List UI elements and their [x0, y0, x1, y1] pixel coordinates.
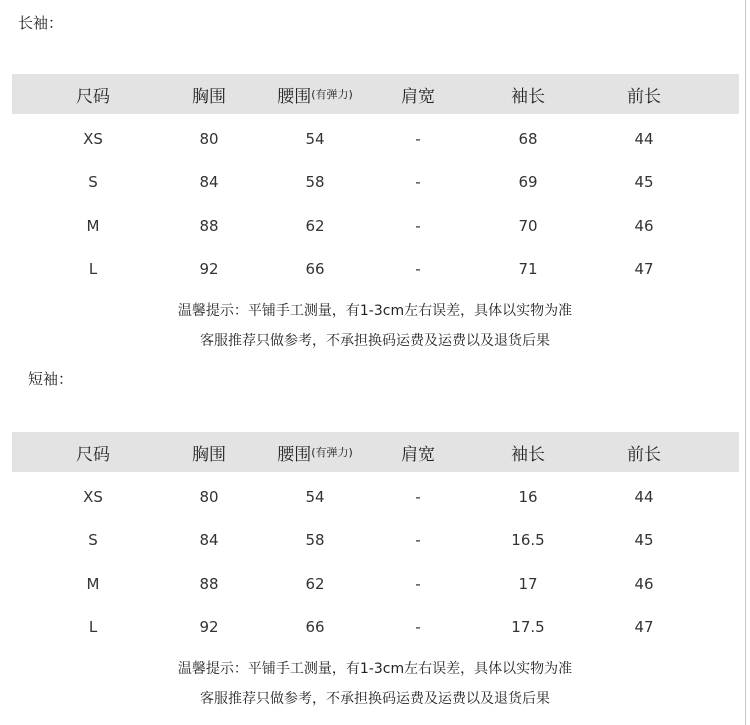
note-disclaimer: 客服推荐只做参考，不承担换码运费及运费以及退货后果	[200, 691, 550, 707]
cell-waist: 58	[305, 531, 325, 550]
cell-chest: 80	[199, 129, 219, 148]
cell-sleeve: 69	[518, 173, 538, 192]
cell-size: S	[88, 531, 98, 550]
header-waist	[277, 432, 353, 472]
cell-front-length: 44	[634, 129, 654, 148]
header-front-length: 前长	[627, 444, 661, 465]
note-disclaimer: 客服推荐只做参考，不承担换码运费及运费以及退货后果	[200, 333, 550, 349]
cell-front-length: 47	[634, 260, 654, 279]
cell-shoulder: -	[415, 487, 421, 506]
header-chest: 胸围	[192, 86, 226, 107]
header-sleeve: 袖长	[511, 86, 545, 107]
table-row	[12, 475, 739, 519]
cell-sleeve: 16	[518, 487, 538, 506]
table-row	[12, 161, 739, 205]
cell-size: L	[88, 260, 98, 279]
table-row	[12, 248, 739, 292]
cell-size: L	[88, 618, 98, 637]
table-row	[12, 562, 739, 606]
cell-size: S	[88, 173, 98, 192]
cell-waist: 58	[305, 173, 325, 192]
header-size: 尺码	[76, 444, 110, 465]
cell-front-length: 46	[634, 574, 654, 593]
cell-waist: 66	[305, 618, 325, 637]
cell-size: XS	[83, 129, 103, 148]
header-sleeve: 袖长	[511, 444, 545, 465]
table-row	[12, 519, 739, 563]
cell-waist: 66	[305, 260, 325, 279]
cell-chest: 88	[199, 574, 219, 593]
header-chest: 胸围	[192, 444, 226, 465]
cell-sleeve: 17	[518, 574, 538, 593]
cell-waist: 62	[305, 574, 325, 593]
cell-waist: 62	[305, 216, 325, 235]
cell-size: M	[86, 574, 100, 593]
table-row	[12, 606, 739, 650]
cell-shoulder: -	[415, 574, 421, 593]
note-measurement: 温馨提示：平铺手工测量，有1-3cm左右误差，具体以实物为准	[177, 303, 573, 319]
size-table-long-sleeve	[12, 74, 739, 291]
size-table-short-sleeve	[12, 432, 739, 649]
header-front-length: 前长	[627, 86, 661, 107]
cell-shoulder: -	[415, 129, 421, 148]
cell-front-length: 44	[634, 487, 654, 506]
header-waist-label: 腰围	[277, 444, 312, 465]
cell-chest: 92	[199, 618, 219, 637]
cell-waist: 54	[305, 487, 325, 506]
header-waist-label: 腰围	[277, 86, 312, 107]
cell-chest: 92	[199, 260, 219, 279]
cell-chest: 80	[199, 487, 219, 506]
cell-waist: 54	[305, 129, 325, 148]
note-measurement: 温馨提示：平铺手工测量，有1-3cm左右误差，具体以实物为准	[177, 661, 573, 677]
cell-shoulder: -	[415, 260, 421, 279]
table-header-row	[12, 432, 739, 472]
cell-sleeve: 70	[518, 216, 538, 235]
cell-sleeve: 17.5	[511, 618, 545, 637]
cell-size: XS	[83, 487, 103, 506]
section-label-long-sleeve: 长袖：	[18, 14, 64, 32]
cell-shoulder: -	[415, 618, 421, 637]
cell-chest: 84	[199, 531, 219, 550]
cell-front-length: 46	[634, 216, 654, 235]
cell-shoulder: -	[415, 531, 421, 550]
table-row	[12, 204, 739, 248]
cell-sleeve: 16.5	[511, 531, 545, 550]
cell-size: M	[86, 216, 100, 235]
cell-front-length: 45	[634, 173, 654, 192]
header-shoulder: 肩宽	[401, 444, 435, 465]
header-shoulder: 肩宽	[401, 86, 435, 107]
header-waist	[277, 74, 353, 114]
cell-sleeve: 71	[518, 260, 538, 279]
header-waist-note: (有弹力)	[311, 88, 353, 101]
table-row	[12, 117, 739, 161]
cell-front-length: 45	[634, 531, 654, 550]
header-size: 尺码	[76, 86, 110, 107]
cell-chest: 88	[199, 216, 219, 235]
header-waist-note: (有弹力)	[311, 446, 353, 459]
cell-shoulder: -	[415, 173, 421, 192]
table-header-row	[12, 74, 739, 114]
cell-shoulder: -	[415, 216, 421, 235]
cell-sleeve: 68	[518, 129, 538, 148]
section-label-short-sleeve: 短袖：	[28, 370, 74, 388]
cell-chest: 84	[199, 173, 219, 192]
cell-front-length: 47	[634, 618, 654, 637]
